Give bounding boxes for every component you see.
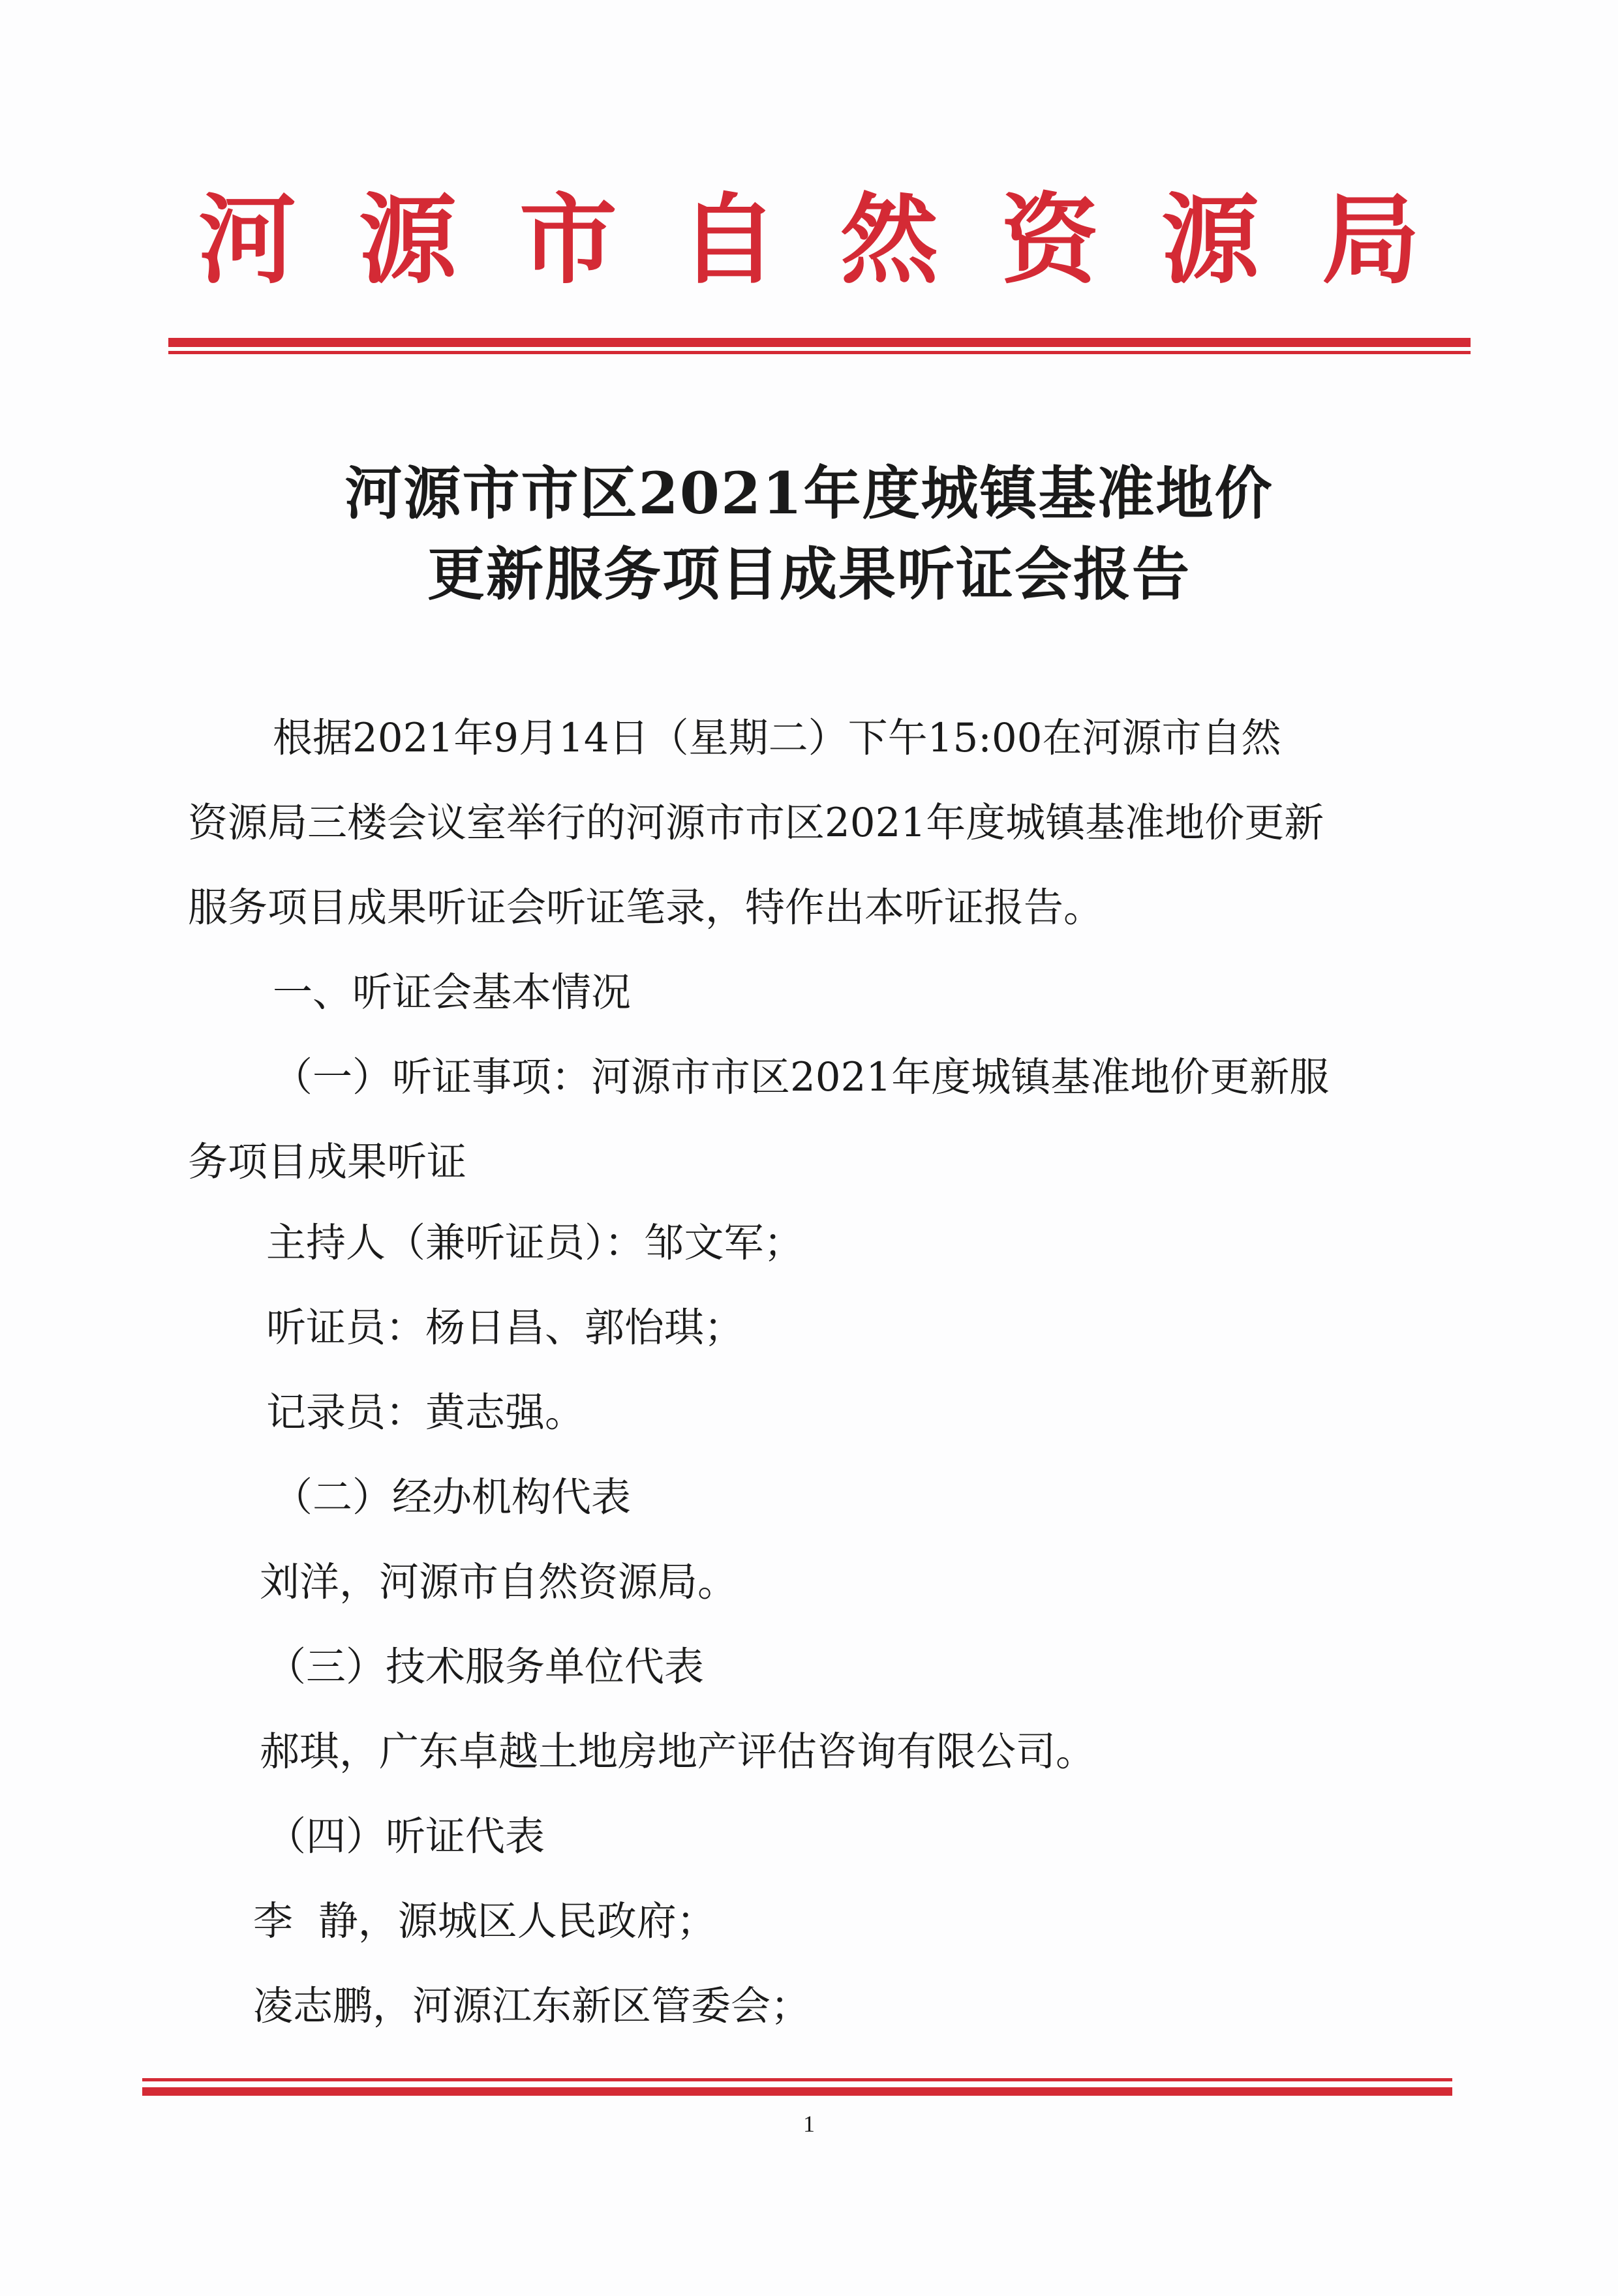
letterhead-rule-thin bbox=[168, 351, 1471, 354]
recorder-line: 记录员：黄志强。 bbox=[266, 1389, 585, 1436]
representative-line-2: 凌志鹏，河源江东新区管委会； bbox=[253, 1983, 811, 2029]
intro-paragraph-line-3: 服务项目成果听证会听证笔录，特作出本听证报告。 bbox=[188, 884, 1104, 931]
hearing-officers-line: 听证员：杨日昌、郭怡琪； bbox=[266, 1305, 744, 1351]
section-1-heading: 一、听证会基本情况 bbox=[273, 969, 632, 1016]
intro-paragraph-line-2: 资源局三楼会议室举行的河源市市区2021年度城镇基准地价更新 bbox=[188, 800, 1324, 846]
footer-rule-thick bbox=[142, 2087, 1452, 2096]
item-4-heading: （四）听证代表 bbox=[266, 1813, 545, 1860]
letterhead-title: 河源市自然资源局 bbox=[198, 183, 1482, 297]
item-2-heading: （二）经办机构代表 bbox=[273, 1474, 632, 1520]
item-1-line-2: 务项目成果听证 bbox=[188, 1139, 467, 1185]
document-title-line-2: 更新服务项目成果听证会报告 bbox=[427, 540, 1191, 608]
item-3-text: 郝琪，广东卓越土地房地产评估咨询有限公司。 bbox=[260, 1729, 1096, 1775]
intro-paragraph-line-1: 根据2021年9月14日（星期二）下午15:00在河源市自然 bbox=[273, 715, 1281, 761]
page-number: 1 bbox=[803, 2111, 815, 2137]
item-3-heading: （三）技术服务单位代表 bbox=[266, 1644, 705, 1690]
representative-line-1: 李 静，源城区人民政府； bbox=[253, 1898, 716, 1944]
letterhead-rule-thick bbox=[168, 338, 1471, 347]
item-2-text: 刘洋，河源市自然资源局。 bbox=[260, 1559, 738, 1605]
document-title-line-1: 河源市市区2021年度城镇基准地价 bbox=[344, 459, 1274, 527]
moderator-line: 主持人（兼听证员）：邹文军； bbox=[266, 1220, 804, 1266]
item-1-line-1: （一）听证事项：河源市市区2021年度城镇基准地价更新服 bbox=[273, 1054, 1330, 1100]
footer-rule-thin bbox=[142, 2078, 1452, 2081]
